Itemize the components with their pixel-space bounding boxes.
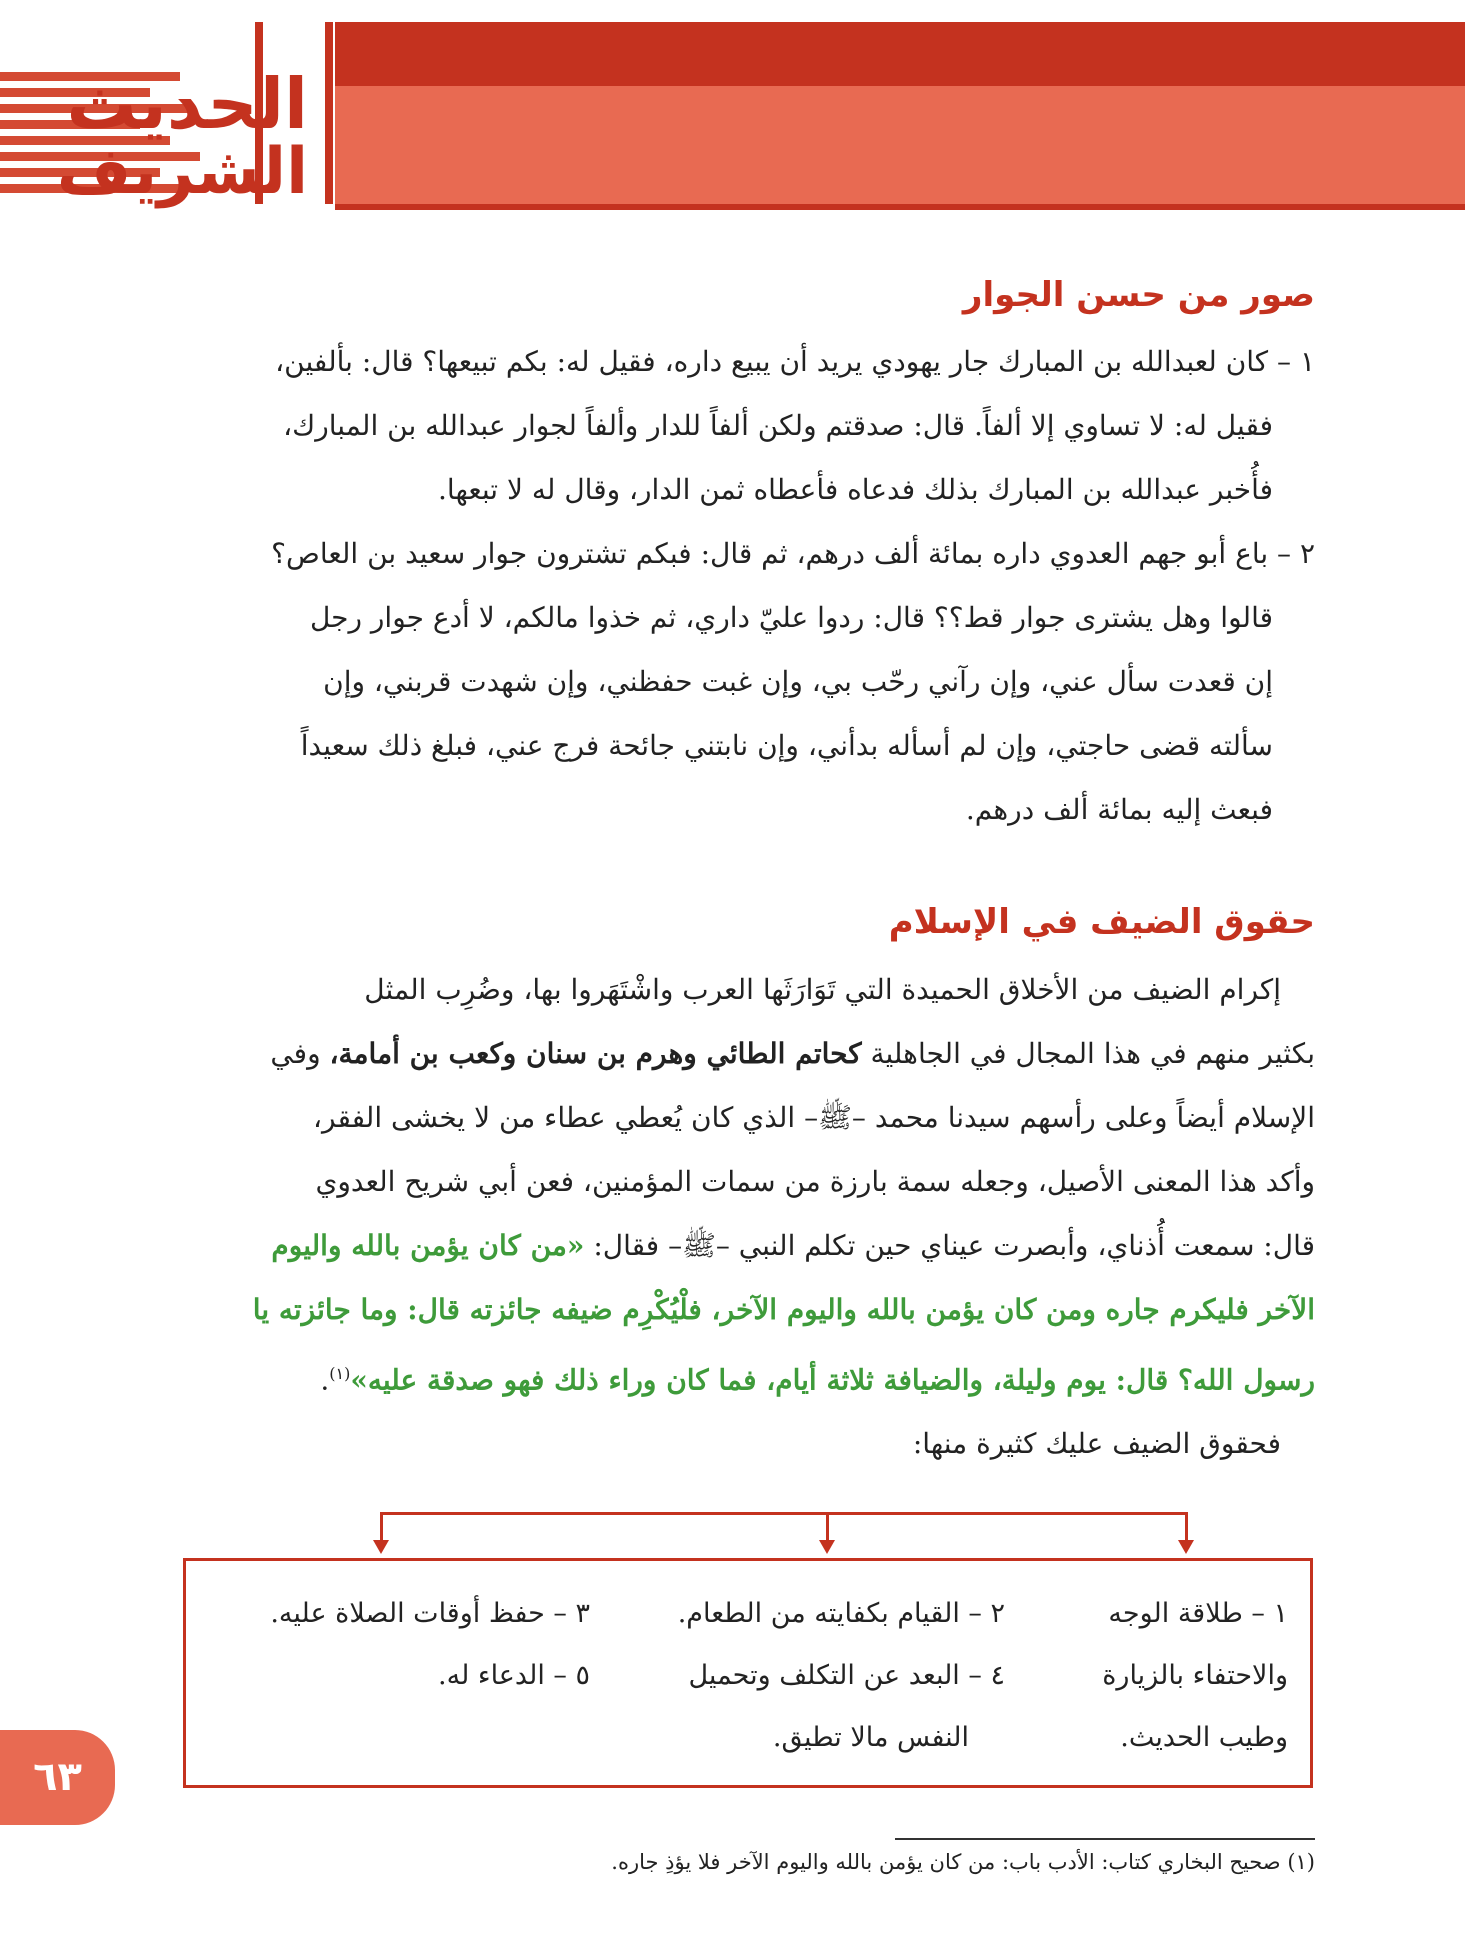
arrow-down-icon xyxy=(1178,1540,1194,1554)
right-4-cont: النفس مالا تطيق. xyxy=(772,1722,969,1753)
guest-para-line-7-end: . xyxy=(320,1363,330,1397)
guest-para-line-2 xyxy=(180,1022,1315,1086)
right-1-cont: والاحتفاء بالزيارة xyxy=(1102,1660,1288,1691)
right-1: ١ – طلاقة الوجه xyxy=(1108,1598,1288,1629)
right-5: ٥ – الدعاء له. xyxy=(438,1660,590,1691)
footnote-rule xyxy=(895,1838,1315,1840)
item-2-line-2: قالوا وهل يشترى جوار قط؟؟ قال: ردوا عليّ داري، ثم خذوا مالكم، لا أدع جوار رجل xyxy=(309,601,1273,634)
logo-line-2: الشريف xyxy=(56,135,308,209)
hadith-quote-start: «من كان يؤمن بالله واليوم xyxy=(271,1229,585,1262)
section-heading-guest-rights: حقوق الضيف في الإسلام xyxy=(888,902,1315,942)
guest-para-line-2-c: وفي xyxy=(270,1037,330,1070)
arrow-down-icon xyxy=(373,1540,389,1554)
item-2-line-5: فبعث إليه بمائة ألف درهم. xyxy=(965,793,1273,826)
section-heading-neighbors: صور من حسن الجوار xyxy=(962,275,1315,315)
right-2: ٢ – القيام بكفايته من الطعام. xyxy=(677,1598,1005,1629)
header-band-dark xyxy=(335,22,1465,86)
guest-para-line-1: إكرام الضيف من الأخلاق الحميدة التي تَوَارَثَها العرب واشْتَهَروا بها، وضُرِب المثل xyxy=(364,973,1281,1006)
guest-para-line-2-bold: كحاتم الطائي وهرم بن سنان وكعب بن أمامة، xyxy=(329,1037,862,1070)
guest-para-line-5-a: قال: سمعت أُذناي، وأبصرت عيناي حين تكلم النبي –ﷺ– فقال: xyxy=(584,1229,1315,1262)
footnote-ref[interactable]: (١) xyxy=(329,1364,351,1383)
footnote: (١) صحيح البخاري كتاب: الأدب باب: من كان يؤمن بالله واليوم الآخر فلا يؤذِ جاره. xyxy=(611,1850,1315,1874)
item-2-line-1: ٢ – باع أبو جهم العدوي داره بمائة ألف درهم، ثم قال: فبكم تشترون جوار سعيد بن العاص؟ xyxy=(271,537,1315,570)
right-3: ٣ – حفظ أوقات الصلاة عليه. xyxy=(270,1598,590,1629)
diagram-connector xyxy=(380,1512,1188,1515)
logo-frame xyxy=(255,22,333,204)
rights-column-middle xyxy=(625,1583,1005,1769)
section-neighbors-body xyxy=(180,330,1315,842)
rights-column-right xyxy=(1058,1583,1288,1769)
arrow-down-icon xyxy=(819,1540,835,1554)
logo-line-1: الحديث xyxy=(66,63,308,145)
guest-rights-box xyxy=(183,1558,1313,1788)
guest-rights-intro: فحقوق الضيف عليك كثيرة منها: xyxy=(912,1427,1281,1461)
guest-para-line-4: وأكد هذا المعنى الأصيل، وجعله سمة بارزة من سمات المؤمنين، فعن أبي شريح العدوي xyxy=(315,1165,1315,1198)
guest-para-line-7 xyxy=(180,1342,1315,1412)
item-2-line-4: سألته قضى حاجتي، وإن لم أسأله بدأني، وإن نابتني جائحة فرج عني، فبلغ ذلك سعيداً xyxy=(300,729,1273,762)
item-1-line-1: ١ – كان لعبدالله بن المبارك جار يهودي يريد أن يبيع داره، فقيل له: بكم تبيعها؟ قال: بألفين، xyxy=(275,345,1315,378)
guest-para-line-3: الإسلام أيضاً وعلى رأسهم سيدنا محمد –ﷺ– الذي كان يُعطي عطاء من لا يخشى الفقر، xyxy=(312,1101,1315,1134)
item-1-line-3: فأُخبر عبدالله بن المبارك بذلك فدعاه فأعطاه ثمن الدار، وقال له لا تبعها. xyxy=(438,473,1273,506)
guest-para-line-5 xyxy=(180,1214,1315,1278)
page-number: ٦٣ xyxy=(0,1730,115,1825)
header-band-light xyxy=(335,86,1465,204)
hadith-quote-end: رسول الله؟ قال: يوم وليلة، والضيافة ثلاثة أيام، فما كان وراء ذلك فهو صدقة عليه» xyxy=(350,1363,1315,1397)
right-1-cont-2: وطيب الحديث. xyxy=(1120,1722,1288,1753)
item-1-line-2: فقيل له: لا تساوي إلا ألفاً. قال: صدقتم ولكن ألفاً للدار وألفاً لجوار عبدالله بن المبارك، xyxy=(283,409,1273,442)
section-guest-rights-body xyxy=(180,958,1315,1476)
item-2-line-3: إن قعدت سأل عني، وإن رآني رحّب بي، وإن غبت حفظني، وإن شهدت قربني، وإن xyxy=(323,665,1273,698)
hadith-quote-line-2: الآخر فليكرم جاره ومن كان يؤمن بالله واليوم الآخر، فلْيُكْرِم ضيفه جائزته قال: وما جائزته يا xyxy=(252,1293,1315,1326)
right-4: ٤ – البعد عن التكلف وتحميل xyxy=(688,1660,1005,1691)
rights-column-left xyxy=(210,1583,590,1707)
guest-para-line-2-a: بكثير منهم في هذا المجال في الجاهلية xyxy=(861,1037,1315,1070)
